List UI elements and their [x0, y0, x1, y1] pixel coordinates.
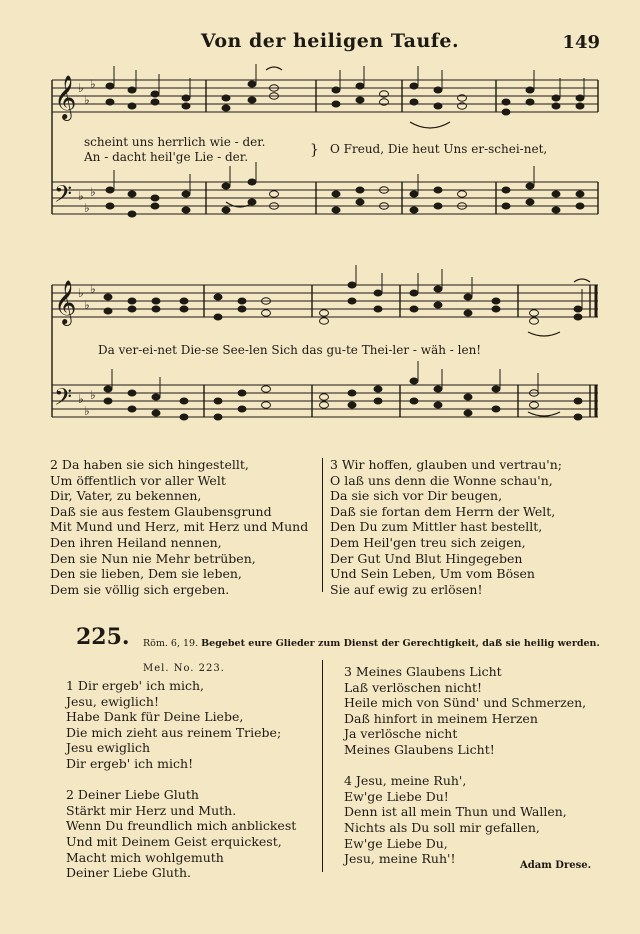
hymn-author: Adam Drese. — [520, 860, 592, 871]
verse-line: Ew'ge Liebe Du, — [344, 835, 448, 851]
page-number: 149 — [562, 32, 600, 53]
verse-line: Daß sie aus festem Glaubensgrund — [50, 503, 272, 519]
noteheads — [104, 81, 584, 420]
verse-line: 3 Wir hoffen, glauben und vertrau'n; — [330, 457, 562, 472]
verse-line: Deiner Liebe Gluth. — [66, 865, 191, 881]
verse-line: Den Du zum Mittler hast bestellt, — [330, 519, 543, 535]
verse-line: Jesu, ewiglich! — [66, 693, 159, 709]
verse-line: Nichts als Du soll mir gefallen, — [344, 819, 540, 835]
column-divider — [322, 458, 323, 592]
bass-clef-icon: 𝄢 — [54, 180, 73, 213]
flat-icon: ♭ — [90, 282, 96, 296]
treble-clef-icon: 𝄞 — [54, 75, 77, 119]
bass-clef-icon: 𝄢 — [54, 383, 73, 416]
verse-line: Habe Dank für Deine Liebe, — [66, 709, 244, 725]
lyrics-system1-line1: scheint uns herrlich wie - der. — [84, 135, 266, 149]
verse-line: Dem sie völlig sich ergeben. — [50, 581, 230, 597]
verse-line: Da sie sich vor Dir beugen, — [330, 488, 503, 504]
verse-line: Der Gut Und Blut Hingegeben — [330, 550, 523, 566]
verse-line: Jesu, meine Ruh'! — [344, 851, 456, 867]
verse-line: Jesu ewiglich — [66, 740, 150, 756]
verse-line: Mit Mund und Herz, mit Herz und Mund — [50, 519, 309, 535]
verse-line: 2 Da haben sie sich hingestellt, — [50, 457, 249, 472]
verse-line: 4 Jesu, meine Ruh', — [344, 773, 467, 789]
verse-line: Dir, Vater, zu bekennen, — [50, 488, 202, 504]
melody-reference: Mel. No. 223. — [143, 663, 225, 674]
verse-line: Ew'ge Liebe Du! — [344, 788, 449, 804]
verse-line: Dir ergeb' ich mich! — [66, 755, 194, 771]
verse-spacer — [66, 772, 296, 788]
scripture-text: Begebet eure Glieder zum Dienst der Gerechtigkeit, daß sie heilig werden. — [201, 638, 600, 649]
verse-block-right-top — [330, 457, 562, 597]
column-divider — [322, 660, 323, 872]
verse-line: Daß hinfort in meinem Herzen — [344, 710, 538, 726]
verse-line: Stärkt mir Herz und Muth. — [66, 802, 237, 818]
verse-line: Um öffentlich vor aller Welt — [50, 472, 226, 488]
verse-line: Laß verlöschen nicht! — [344, 679, 483, 695]
verse-spacer — [344, 758, 586, 774]
brace: } — [310, 142, 319, 158]
treble-clef-icon: 𝄞 — [54, 280, 77, 324]
scripture-citation: Röm. 6, 19. — [143, 638, 199, 649]
verse-block-left-bottom — [66, 678, 296, 881]
verse-line: Den sie Nun nie Mehr betrüben, — [50, 550, 256, 566]
lyrics-system2: Da ver-ei-net Die-se See-len Sich das gu-te Thei-ler - wäh - len! — [98, 343, 482, 357]
staff-lines — [52, 80, 598, 417]
verse-line: Und mit Deinem Geist erquickest, — [66, 833, 282, 849]
verse-block-left-top — [50, 457, 308, 597]
verse-line: Den sie lieben, Dem sie leben, — [50, 566, 242, 582]
verse-line: 2 Deiner Liebe Gluth — [66, 787, 199, 803]
flat-icon: ♭ — [90, 185, 96, 199]
verse-line: Dem Heil'gen treu sich zeigen, — [330, 534, 526, 550]
verse-line: Heile mich von Sünd' und Schmerzen, — [344, 695, 587, 711]
verse-line: 3 Meines Glaubens Licht — [344, 664, 502, 679]
verse-line: 1 Dir ergeb' ich mich, — [66, 678, 204, 693]
lyrics-system1-line1b: O Freud, Die heut Uns er-schei-net, — [330, 142, 548, 156]
verse-line: Wenn Du freundlich mich anblickest — [66, 818, 297, 834]
verse-line: Meines Glaubens Licht! — [344, 741, 495, 757]
verse-block-right-bottom — [344, 664, 586, 867]
music-notation — [0, 0, 640, 440]
verse-line: Sie auf ewig zu erlösen! — [330, 581, 483, 597]
flat-icon: ♭ — [78, 392, 84, 406]
flat-icon: ♭ — [84, 93, 90, 107]
verse-line: Daß sie fortan dem Herrn der Welt, — [330, 503, 556, 519]
flat-icon: ♭ — [78, 81, 84, 95]
flat-icon: ♭ — [84, 404, 90, 418]
hymn-scripture-reference — [143, 638, 600, 649]
slurs-and-fermatas — [226, 67, 590, 416]
hymn-number: 225. — [76, 624, 130, 650]
flat-icon: ♭ — [78, 189, 84, 203]
verse-line: O laß uns denn die Wonne schau'n, — [330, 472, 553, 488]
flat-icon: ♭ — [78, 286, 84, 300]
flat-icon: ♭ — [90, 388, 96, 402]
verse-line: Ja verlösche nicht — [344, 726, 458, 742]
verse-line: Denn ist all mein Thun und Wallen, — [344, 804, 567, 820]
clefs — [54, 75, 96, 418]
page-title: Von der heiligen Taufe. — [200, 30, 460, 52]
verse-line: Die mich zieht aus reinem Triebe; — [66, 724, 282, 740]
flat-icon: ♭ — [90, 77, 96, 91]
lyrics-system1-line2: An - dacht heil'ge Lie - der. — [84, 150, 249, 164]
flat-icon: ♭ — [84, 298, 90, 312]
bar-lines — [52, 80, 598, 417]
verse-line: Und Sein Leben, Um vom Bösen — [330, 566, 535, 582]
flat-icon: ♭ — [84, 201, 90, 215]
verse-line: Macht mich wohlgemuth — [66, 849, 224, 865]
verse-line: Den ihren Heiland nennen, — [50, 534, 222, 550]
